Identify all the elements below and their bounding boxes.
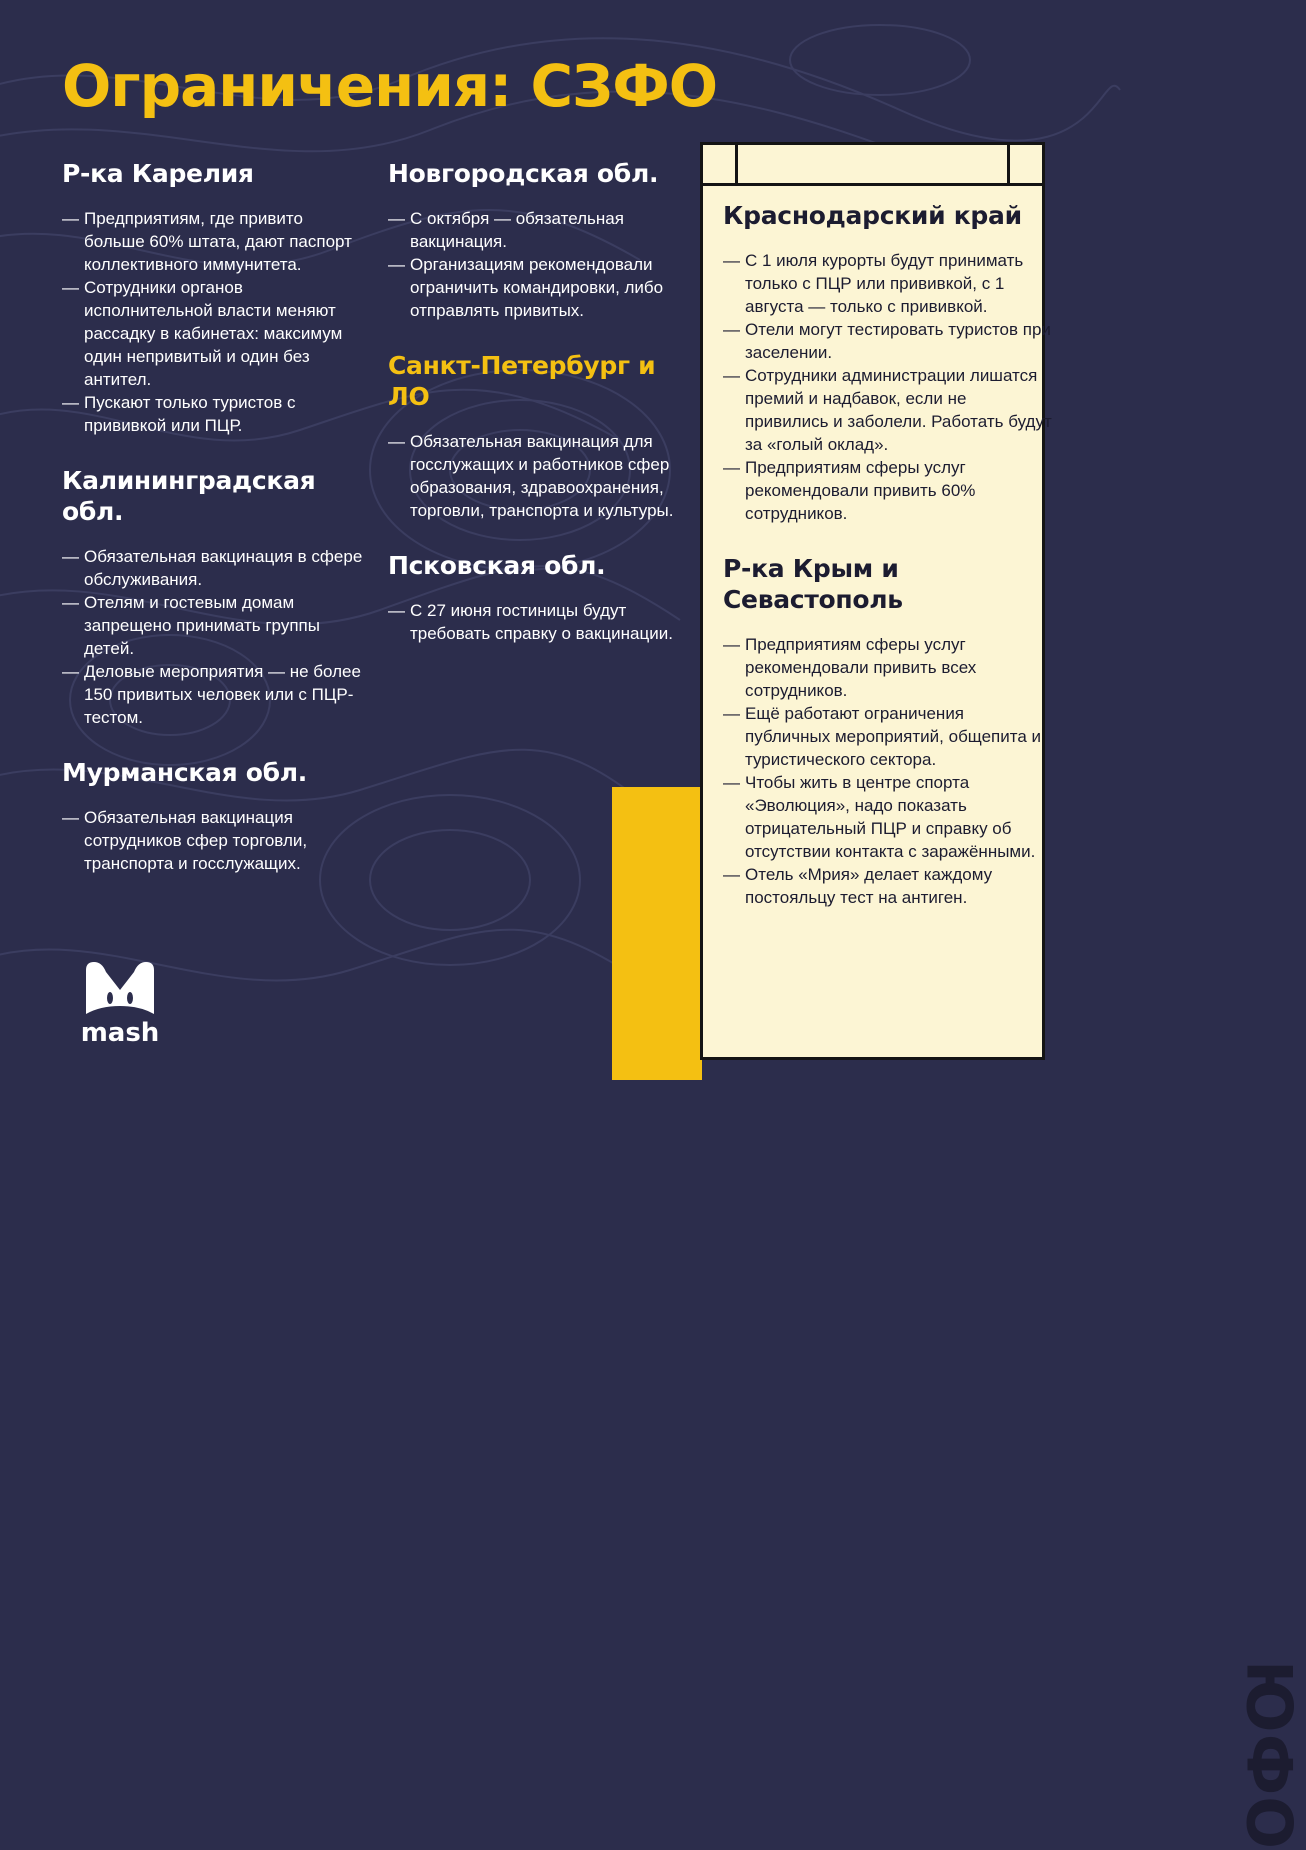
mash-logo-icon xyxy=(80,958,160,1018)
region-heading-kaliningrad: Калининградская обл. xyxy=(62,466,316,526)
restriction-list-murmansk xyxy=(62,806,367,875)
district-tab-label: ЮФО xyxy=(1232,1660,1306,1850)
list-item: — Обязательная вакцинация в сфере обслуживания. xyxy=(62,545,367,591)
region-heading-novgorod: Новгородская обл. xyxy=(388,159,659,188)
region-heading-spb: Санкт-Петербург и ЛО xyxy=(388,351,656,411)
list-item: — Предприятиям сферы услуг рекомендовали привить 60% сотрудников. xyxy=(723,456,1053,525)
card-header-bar xyxy=(703,145,1042,186)
list-item: — Отелям и гостевым домам запрещено принимать группы детей. xyxy=(62,591,367,660)
page-title: Ограничения: СЗФО xyxy=(62,52,718,120)
list-item: — С 27 июня гостиницы будут требовать справку о вакцинации. xyxy=(388,599,698,645)
region-heading-karelia: Р-ка Карелия xyxy=(62,159,254,188)
card-divider xyxy=(735,145,738,183)
list-item: — Обязательная вакцинация сотрудников сфер торговли, транспорта и госслужащих. xyxy=(62,806,367,875)
south-district-card xyxy=(700,142,1052,1060)
list-item: — Деловые мероприятия — не более 150 привитых человек или с ПЦР-тестом. xyxy=(62,660,367,729)
restriction-list-crimea xyxy=(723,633,1053,909)
list-item: — Ещё работают ограничения публичных мероприятий, общепита и туристического сектора. xyxy=(723,702,1053,771)
list-item: — Отели могут тестировать туристов при заселении. xyxy=(723,318,1053,364)
region-heading-murmansk: Мурманская обл. xyxy=(62,758,307,787)
list-item: — С октября — обязательная вакцинация. xyxy=(388,207,698,253)
restriction-list-spb xyxy=(388,430,698,522)
restriction-list-karelia xyxy=(62,207,367,437)
card-divider xyxy=(1007,145,1010,183)
mash-logo xyxy=(80,958,160,1048)
restriction-list-pskov xyxy=(388,599,698,645)
list-item: — Сотрудники администрации лишатся премий и надбавок, если не привились и заболели. Работать будут за «голый оклад». xyxy=(723,364,1053,456)
region-heading-crimea: Р-ка Крым и Севастополь xyxy=(723,554,903,614)
region-heading-pskov: Псковская обл. xyxy=(388,551,606,580)
restriction-list-krasnodar xyxy=(723,249,1053,525)
list-item: — Обязательная вакцинация для госслужащих и работников сфер образования, здравоохранения, торговли, транспорта и культуры. xyxy=(388,430,698,522)
middle-column xyxy=(388,158,698,673)
list-item: — Пускают только туристов с прививкой или ПЦР. xyxy=(62,391,367,437)
list-item: — Организациям рекомендовали ограничить командировки, либо отправлять привитых. xyxy=(388,253,698,322)
list-item: — С 1 июля курорты будут принимать только с ПЦР или прививкой, с 1 августа — только с прививкой. xyxy=(723,249,1053,318)
card-content xyxy=(723,200,1053,937)
left-column xyxy=(62,158,367,903)
list-item: — Предприятиям, где привито больше 60% штата, дают паспорт коллективного иммунитета. xyxy=(62,207,367,276)
region-heading-krasnodar: Краснодарский край xyxy=(723,201,1022,230)
list-item: — Чтобы жить в центре спорта «Эволюция», надо показать отрицательный ПЦР и справку об отсутствии контакта с заражёнными. xyxy=(723,771,1053,863)
list-item: — Предприятиям сферы услуг рекомендовали привить всех сотрудников. xyxy=(723,633,1053,702)
list-item: — Отель «Мрия» делает каждому постояльцу тест на антиген. xyxy=(723,863,1053,909)
list-item: — Сотрудники органов исполнительной власти меняют рассадку в кабинетах: максимум один непривитый и один без антител. xyxy=(62,276,367,391)
restriction-list-kaliningrad xyxy=(62,545,367,729)
restriction-list-novgorod xyxy=(388,207,698,322)
mash-logo-word: mash xyxy=(80,1018,160,1048)
